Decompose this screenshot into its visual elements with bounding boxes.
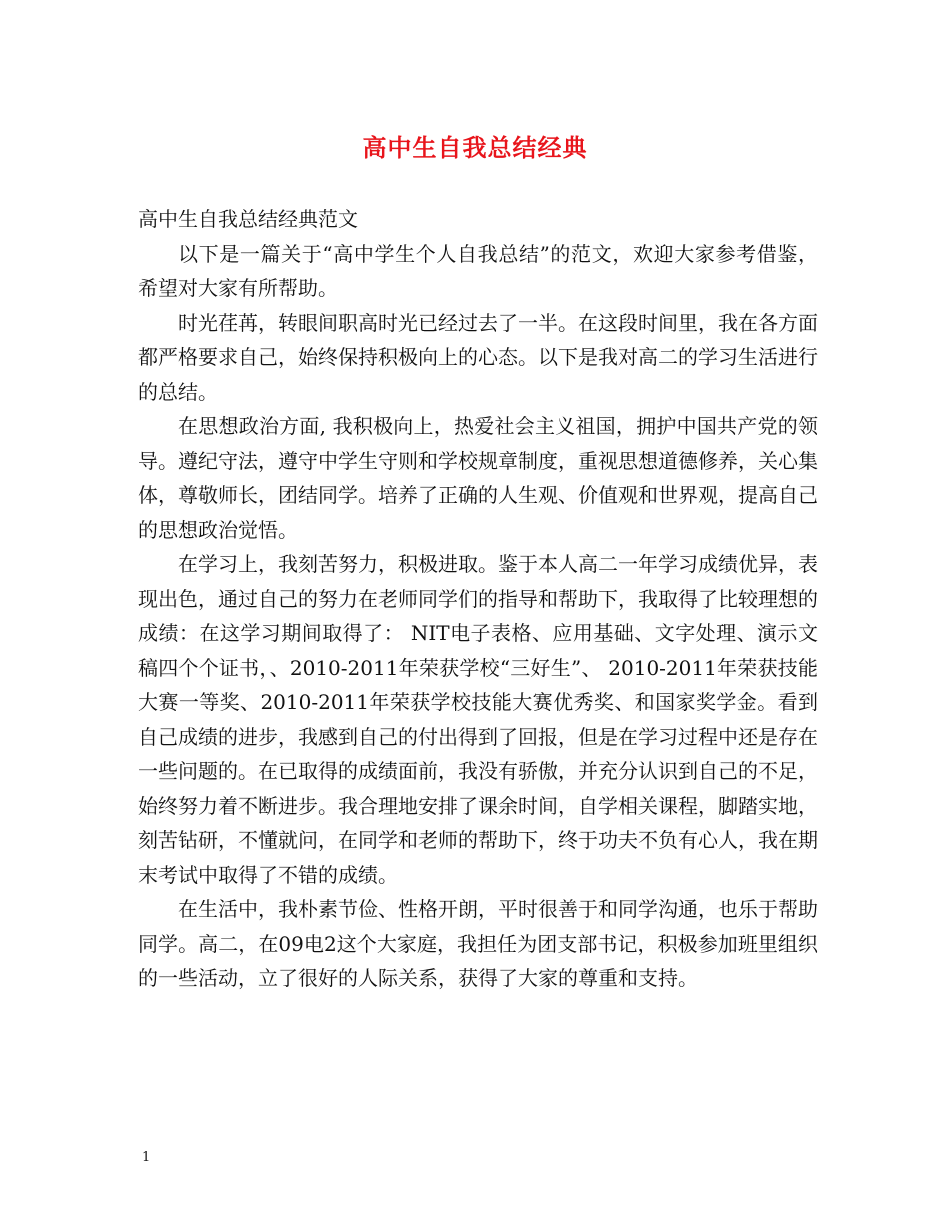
paragraph-study: 在学习上，我刻苦努力，积极进取。鉴于本人高二一年学习成绩优异，表现出色，通过自己的努力在老师同学们的指导和帮助下，我取得了比较理想的成绩：在这学习期间取得了： NIT电子表格、应用基础、文字处理、演示文稿四个个证书，、2010-2011年荣获学校“三好生”、 2010-2011年荣获技能大赛一等奖、2010-2011年荣获学校技能大赛优秀奖、和国家奖学金。看到自己成绩的进步，我感到自己的付出得到了回报，但是在学习过程中还是存在一些问题的。在已取得的成绩面前，我没有骄傲，并充分认识到自己的不足，始终努力着不断进步。我合理地安排了课余时间，自学相关课程，脚踏实地，刻苦钻研，不懂就问，在同学和老师的帮助下，终于功夫不负有心人，我在期末考试中取得了不错的成绩。 (138, 552, 818, 887)
page-number: 1 (142, 1150, 151, 1165)
paragraph-intro: 以下是一篇关于“高中学生个人自我总结”的范文，欢迎大家参考借鉴，希望对大家有所帮助。 (138, 241, 818, 300)
paragraph-politics: 在思想政治方面, 我积极向上，热爱社会主义祖国，拥护中国共产党的领导。遵纪守法，遵守中学生守则和学校规章制度，重视思想道德修养，关心集体，尊敬师长，团结同学。培养了正确的人生观、价值观和世界观，提高自己的思想政治觉悟。 (138, 414, 818, 542)
document-body (138, 202, 818, 996)
paragraph-overview: 时光荏苒，转眼间职高时光已经过去了一半。在这段时间里，我在各方面都严格要求自己，始终保持积极向上的心态。以下是我对高二的学习生活进行的总结。 (138, 310, 818, 404)
paragraph-life: 在生活中，我朴素节俭、性格开朗，平时很善于和同学沟通，也乐于帮助同学。高二，在09电2这个大家庭，我担任为团支部书记，积极参加班里组织的一些活动，立了很好的人际关系，获得了大家的尊重和支持。 (138, 897, 818, 990)
document-subtitle: 高中生自我总结经典范文 (138, 207, 358, 231)
document-title: 高中生自我总结经典 (362, 133, 588, 162)
